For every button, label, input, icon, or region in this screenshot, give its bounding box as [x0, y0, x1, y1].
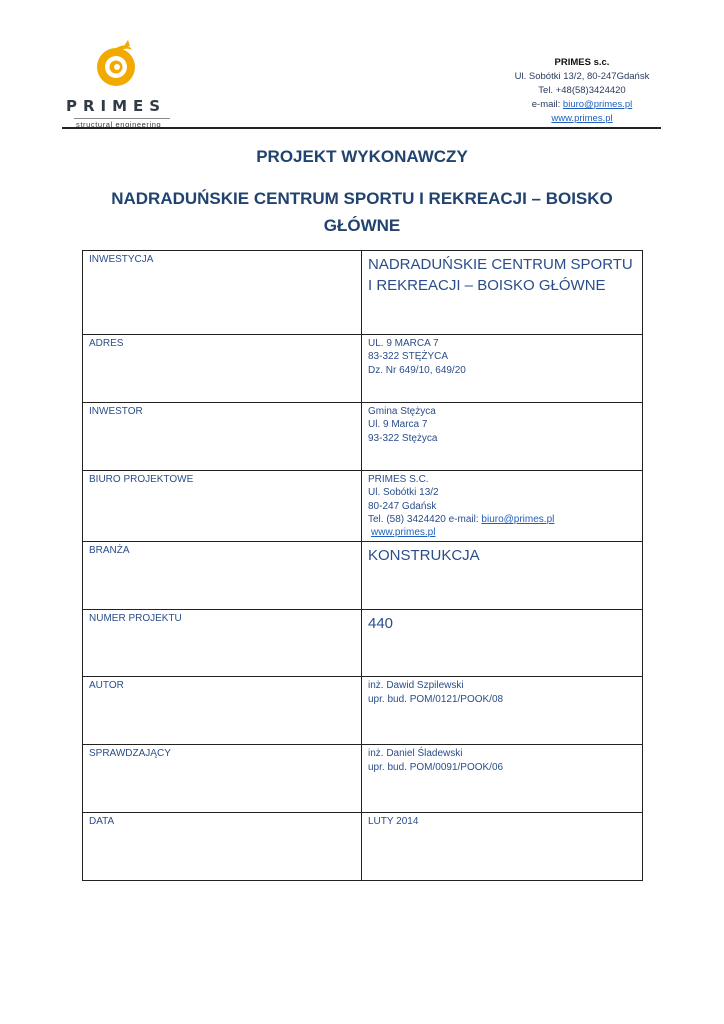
author-line-2: upr. bud. POM/0121/POOK/08 — [368, 693, 504, 705]
office-email-link[interactable]: biuro@primes.pl — [481, 513, 555, 525]
table-row-branch — [83, 542, 643, 610]
table-row-office — [83, 471, 643, 542]
office-phone: Tel. (58) 3424420 e-mail: — [368, 513, 482, 525]
company-email-line — [502, 98, 662, 112]
investor-label: INWESTOR — [83, 403, 362, 471]
address-line-3: Dz. Nr 649/10, 649/20 — [368, 364, 466, 376]
logo-subtitle: structural engineering — [76, 120, 162, 129]
investor-line-3: 93-322 Stężyca — [368, 432, 438, 444]
table-row-address — [83, 335, 643, 403]
office-value — [362, 471, 643, 542]
table-row-date — [83, 813, 643, 881]
date-value: LUTY 2014 — [362, 813, 643, 881]
company-phone: Tel. +48(58)3424420 — [538, 85, 626, 96]
project-number-label: NUMER PROJEKTU — [83, 610, 362, 677]
table-row-project-number — [83, 610, 643, 677]
document-title: PROJEKT WYKONAWCZY — [256, 147, 468, 166]
header-rule — [62, 127, 661, 129]
table-row-author — [83, 677, 643, 745]
investment-value-cell — [362, 251, 643, 335]
address-line-1: UL. 9 MARCA 7 — [368, 338, 439, 349]
office-line-2: Ul. Sobótki 13/2 — [368, 487, 439, 499]
spiral-logo-icon — [94, 40, 138, 92]
company-logo — [62, 40, 182, 132]
project-number-value: 440 — [368, 615, 394, 633]
office-web-link[interactable]: www.primes.pl — [371, 527, 436, 539]
address-value — [362, 335, 643, 403]
office-line-4 — [368, 513, 636, 526]
author-line-1: inż. Dawid Szpilewski — [368, 680, 464, 692]
table-row-investor — [83, 403, 643, 471]
office-line-5 — [368, 526, 636, 539]
project-number-value-cell — [362, 610, 643, 677]
office-label: BIURO PROJEKTOWE — [83, 471, 362, 542]
checker-line-2: upr. bud. POM/0091/POOK/06 — [368, 761, 504, 773]
date-label: DATA — [83, 813, 362, 881]
investor-line-1: Gmina Stężyca — [368, 406, 436, 417]
table-row-checker — [83, 745, 643, 813]
checker-label: SPRAWDZAJĄCY — [83, 745, 362, 813]
investment-label: INWESTYCJA — [83, 251, 362, 335]
logo-divider — [74, 118, 170, 119]
branch-value: KONSTRUKCJA — [368, 547, 480, 565]
office-line-1: PRIMES S.C. — [368, 474, 429, 485]
address-line-2: 83-322 STĘŻYCA — [368, 351, 449, 363]
company-email-link[interactable]: biuro@primes.pl — [562, 99, 633, 110]
checker-line-1: inż. Daniel Śladewski — [368, 748, 463, 760]
email-prefix: e-mail: — [531, 99, 563, 110]
investor-value — [362, 403, 643, 471]
company-address: Ul. Sobótki 13/2, 80-247Gdańsk — [514, 71, 650, 82]
company-header — [502, 56, 662, 126]
project-info-table — [82, 250, 643, 881]
logo-wordmark: PRIMES — [66, 97, 167, 115]
company-name: PRIMES s.c. — [554, 57, 610, 68]
branch-value-cell — [362, 542, 643, 610]
table-row-investment — [83, 251, 643, 335]
project-title: NADRADUŃSKIE CENTRUM SPORTU I REKREACJI – BOISKO GŁÓWNE — [111, 189, 613, 235]
company-web-link[interactable]: www.primes.pl — [551, 113, 613, 124]
investment-value: NADRADUŃSKIE CENTRUM SPORTU I REKREACJI – BOISKO GŁÓWNE — [368, 256, 633, 294]
author-value — [362, 677, 643, 745]
checker-value — [362, 745, 643, 813]
author-label: AUTOR — [83, 677, 362, 745]
branch-label: BRANŻA — [83, 542, 362, 610]
office-line-3: 80-247 Gdańsk — [368, 500, 437, 512]
investor-line-2: Ul. 9 Marca 7 — [368, 419, 428, 431]
address-label: ADRES — [83, 335, 362, 403]
